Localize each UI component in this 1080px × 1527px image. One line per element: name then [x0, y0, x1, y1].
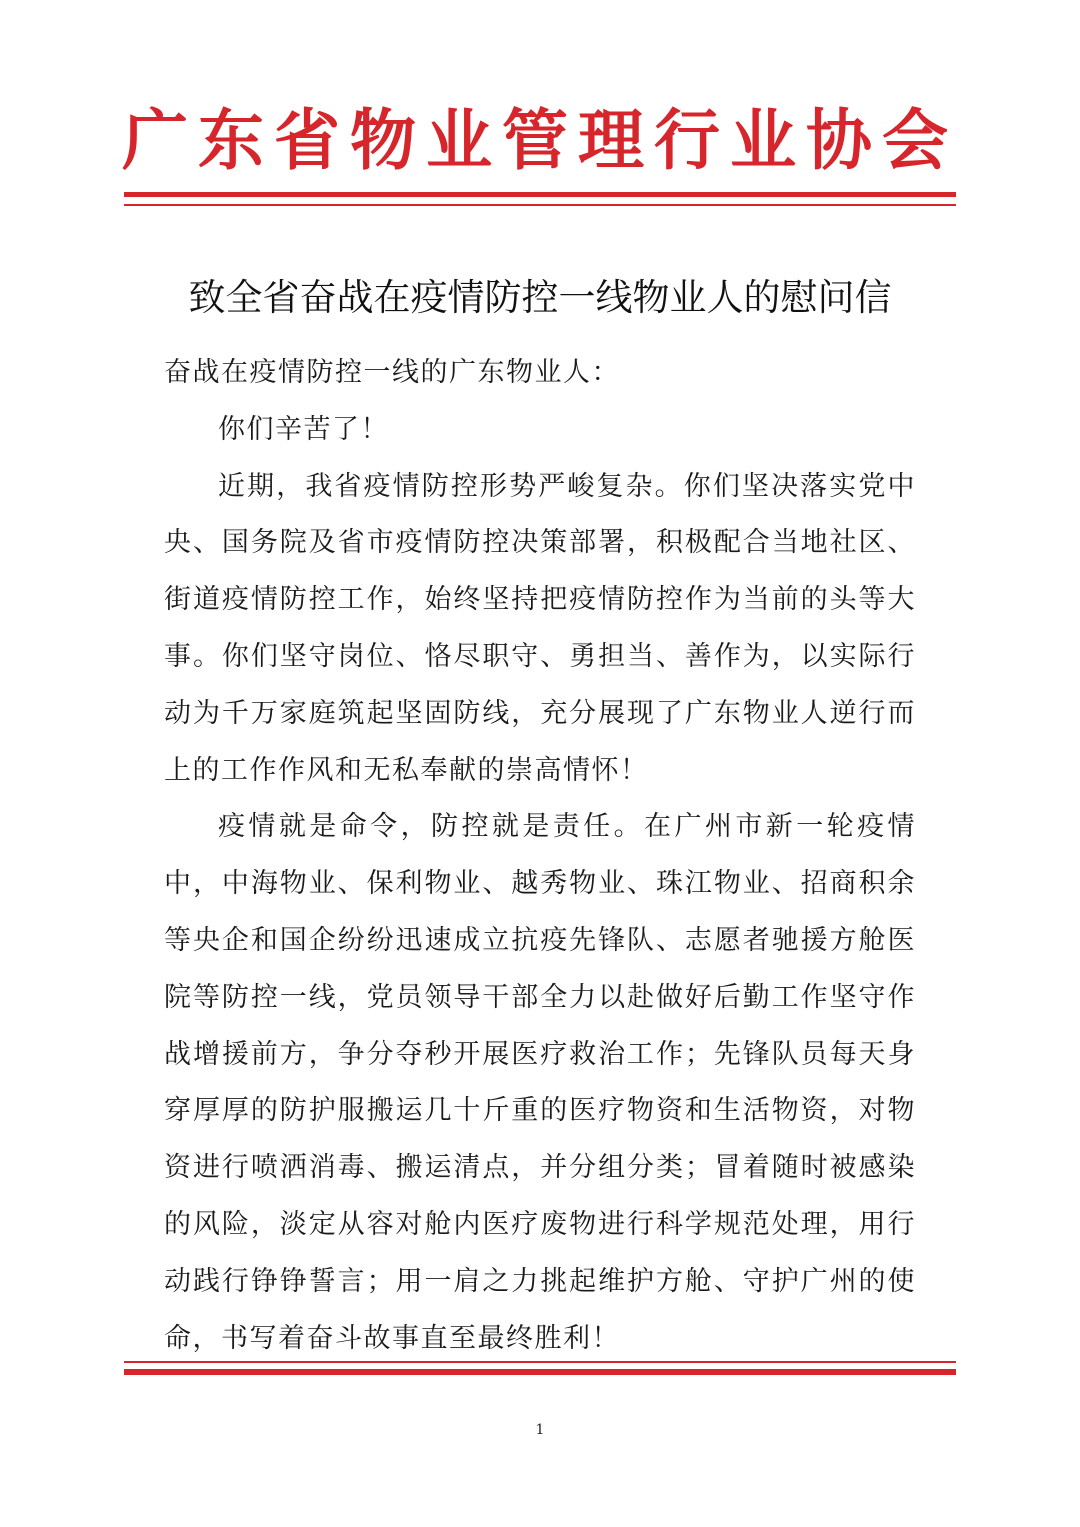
- paragraph-2: 疫情就是命令，防控就是责任。在广州市新一轮疫情中，中海物业、保利物业、越秀物业、珠江物业、招商积余等央企和国企纷纷迅速成立抗疫先锋队、志愿者驰援方舱医院等防控一线，党员领导干部全力以赴做好后勤工作坚守作战增援前方，争分夺秒开展医疗救治工作；先锋队员每天身穿厚厚的防护服搬运几十斤重的医疗物资和生活物资，对物资进行喷洒消毒、搬运清点，并分组分类；冒着随时被感染的风险，淡定从容对舱内医疗废物进行科学规范处理，用行动践行铮铮誓言；用一肩之力挑起维护方舱、守护广州的使命，书写着奋斗故事直至最终胜利！: [164, 811, 916, 1354]
- organization-name: 广东省物业管理行业协会: [122, 102, 958, 179]
- letter-title: 致全省奋战在疫情防控一线物业人的慰问信: [188, 276, 892, 319]
- salutation: 奋战在疫情防控一线的广东物业人：: [164, 357, 620, 388]
- header-divider-thick: [124, 192, 956, 197]
- header-divider-thin: [124, 204, 956, 206]
- paragraph-1: 近期，我省疫情防控形势严峻复杂。你们坚决落实党中央、国务院及省市疫情防控决策部署，积极配合当地社区、街道疫情防控工作，始终坚持把疫情防控作为当前的头等大事。你们坚守岗位、恪尽职守、勇担当、善作为，以实际行动为千万家庭筑起坚固防线，充分展现了广东物业人逆行而上的工作作风和无私奉献的崇高情怀！: [164, 470, 916, 786]
- page-number: 1: [535, 1422, 545, 1438]
- footer-divider-thick: [124, 1369, 956, 1375]
- greeting: 你们辛苦了！: [218, 413, 389, 445]
- letter-body: [164, 345, 916, 1367]
- footer-divider-thin: [124, 1361, 956, 1363]
